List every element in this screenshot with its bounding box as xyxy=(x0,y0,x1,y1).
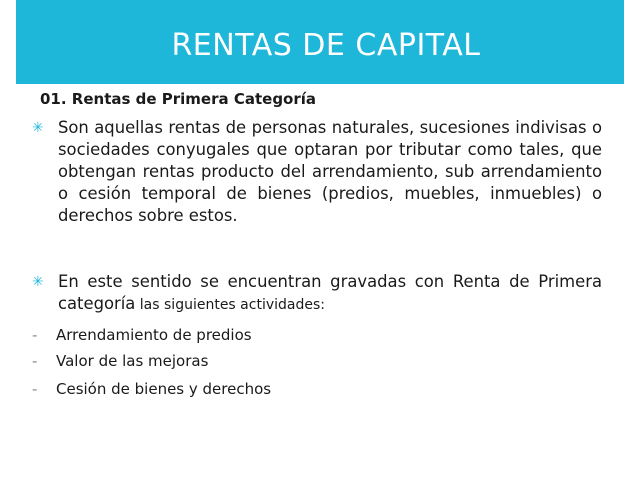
dash-marker: - xyxy=(32,380,38,398)
asterisk-icon: ✳ xyxy=(32,120,44,136)
asterisk-icon: ✳ xyxy=(32,274,44,290)
list-item-label: Arrendamiento de predios xyxy=(56,326,252,344)
list-item xyxy=(32,352,208,370)
bullet-text-small: las siguientes actividades: xyxy=(135,297,325,313)
list-item-label: Cesión de bienes y derechos xyxy=(56,380,272,398)
bullet-item xyxy=(32,117,602,227)
bullet-text xyxy=(58,271,602,316)
list-item-label: Valor de las mejoras xyxy=(56,352,209,370)
list-item xyxy=(32,326,252,344)
section-subtitle: 01. Rentas de Primera Categoría xyxy=(40,90,317,108)
bullet-item xyxy=(32,271,602,316)
list-item xyxy=(32,380,271,398)
dash-marker: - xyxy=(32,326,38,344)
slide-title: RENTAS DE CAPITAL xyxy=(171,28,481,63)
dash-marker: - xyxy=(32,352,38,370)
bullet-text-main: En este sentido se encuentran gravadas con Renta de Primera categoría xyxy=(58,272,602,313)
title-bar xyxy=(16,0,624,84)
bullet-text: Son aquellas rentas de personas naturales, sucesiones indivisas o sociedades conyugales que optaran por tributar como tales, que obtengan rentas producto del arrendamiento, sub arrendamiento o cesión temporal de bienes (predios, muebles, inmuebles) o derechos sobre estos. xyxy=(58,118,602,225)
